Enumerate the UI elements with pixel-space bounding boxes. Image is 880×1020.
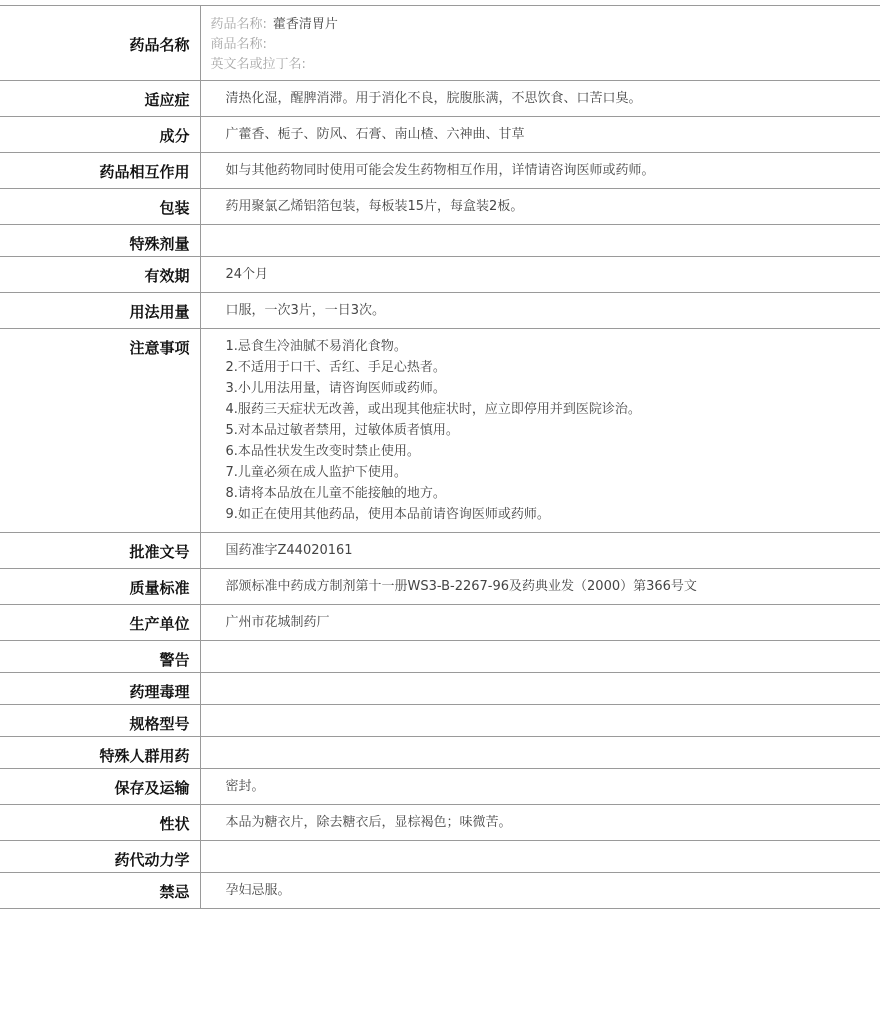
row-ingredients [0, 117, 880, 153]
trade-name-line [211, 35, 880, 55]
precaution-item: 1.忌食生冷油腻不易消化食物。 [225, 339, 407, 354]
indication-value: 清热化湿，醒脾消滞。用于消化不良，脘腹胀满，不思饮食、口苦口臭。 [200, 81, 880, 117]
pharmacokinetics-value [200, 841, 880, 873]
row-label: 药理毒理 [0, 673, 200, 705]
description-value: 本品为糖衣片，除去糖衣后，显棕褐色；味微苦。 [200, 805, 880, 841]
row-description [0, 805, 880, 841]
row-label: 包装 [0, 189, 200, 225]
row-quality-standard [0, 569, 880, 605]
row-label: 禁忌 [0, 873, 200, 909]
row-label: 有效期 [0, 257, 200, 293]
quality-standard-value: 部颁标准中药成方制剂第十一册WS3-B-2267-96及药典业发（2000）第366号文 [225, 579, 697, 594]
storage-value: 密封。 [200, 769, 880, 805]
specification-value [200, 705, 880, 737]
precaution-item: 5.对本品过敏者禁用，过敏体质者慎用。 [225, 423, 459, 438]
interactions-value: 如与其他药物同时使用可能会发生药物相互作用，详情请咨询医师或药师。 [200, 153, 880, 189]
row-specification [0, 705, 880, 737]
english-name-line [211, 55, 880, 75]
shelf-life-value: 24个月 [200, 257, 880, 293]
ingredients-value: 广藿香、栀子、防风、石膏、南山楂、六神曲、甘草 [200, 117, 880, 153]
trade-name-label: 商品名称: [210, 37, 267, 52]
row-label: 成分 [0, 117, 200, 153]
row-indication [0, 81, 880, 117]
english-name-label: 英文名或拉丁名: [210, 57, 306, 72]
dosage-value: 口服，一次3片，一日3次。 [200, 293, 880, 329]
row-label: 质量标准 [0, 569, 200, 605]
precaution-item: 6.本品性状发生改变时禁止使用。 [225, 444, 420, 459]
toxicology-value [200, 673, 880, 705]
row-label: 性状 [0, 805, 200, 841]
precaution-item: 7.儿童必须在成人监护下使用。 [225, 465, 407, 480]
precaution-item: 8.请将本品放在儿童不能接触的地方。 [225, 486, 446, 501]
row-label: 适应症 [0, 81, 200, 117]
row-contraindications [0, 873, 880, 909]
generic-name-label: 药品名称: [210, 17, 267, 32]
precaution-item: 2.不适用于口干、舌红、手足心热者。 [225, 360, 446, 375]
generic-name-line [211, 15, 880, 35]
packaging-value: 药用聚氯乙烯铝箔包装，每板装15片，每盒装2板。 [200, 189, 880, 225]
precaution-item: 4.服药三天症状无改善，或出现其他症状时，应立即停用并到医院诊治。 [225, 402, 641, 417]
generic-name-value: 藿香清胃片 [272, 17, 338, 32]
row-label: 用法用量 [0, 293, 200, 329]
row-shelf-life [0, 257, 880, 293]
row-label: 保存及运输 [0, 769, 200, 805]
row-label: 特殊人群用药 [0, 737, 200, 769]
row-label: 规格型号 [0, 705, 200, 737]
drug-info-table [0, 5, 880, 909]
row-interactions [0, 153, 880, 189]
row-label: 特殊剂量 [0, 225, 200, 257]
drug-names-cell [200, 6, 880, 81]
row-warning [0, 641, 880, 673]
approval-value: 国药准字Z44020161 [200, 533, 880, 569]
special-population-value [200, 737, 880, 769]
manufacturer-value: 广州市花城制药厂 [200, 605, 880, 641]
row-precautions [0, 329, 880, 533]
precaution-item: 3.小儿用法用量，请咨询医师或药师。 [225, 381, 446, 396]
row-label: 批准文号 [0, 533, 200, 569]
row-storage [0, 769, 880, 805]
row-label: 生产单位 [0, 605, 200, 641]
row-toxicology [0, 673, 880, 705]
warning-value [200, 641, 880, 673]
row-label: 药代动力学 [0, 841, 200, 873]
row-special-dose [0, 225, 880, 257]
row-manufacturer [0, 605, 880, 641]
row-dosage [0, 293, 880, 329]
row-approval [0, 533, 880, 569]
precaution-item: 9.如正在使用其他药品，使用本品前请咨询医师或药师。 [225, 507, 550, 522]
quality-standard-cell [200, 569, 880, 605]
row-label: 注意事项 [0, 329, 200, 533]
row-pharmacokinetics [0, 841, 880, 873]
row-label: 警告 [0, 641, 200, 673]
row-packaging [0, 189, 880, 225]
special-dose-value [200, 225, 880, 257]
contraindications-value: 孕妇忌服。 [200, 873, 880, 909]
row-drug-name [0, 6, 880, 81]
row-label: 药品名称 [0, 6, 200, 81]
row-label: 药品相互作用 [0, 153, 200, 189]
precautions-list [200, 329, 880, 533]
row-special-population [0, 737, 880, 769]
